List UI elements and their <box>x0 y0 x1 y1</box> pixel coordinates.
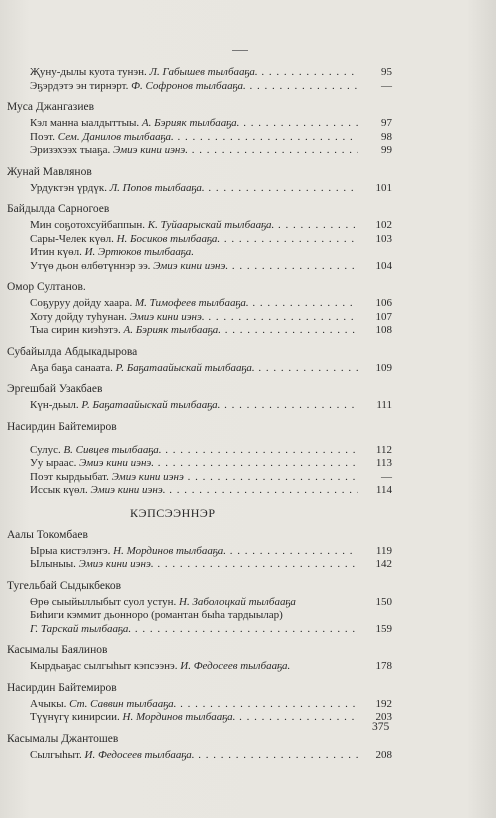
entry-page: 208 <box>375 748 392 761</box>
entry-translator: К. Туйаарыскай тылбааҕа. <box>147 219 275 231</box>
entry-title: Мин соҕотохсуйбаппын. <box>30 219 146 231</box>
toc-entry <box>30 558 392 572</box>
author-name: Насирдин Байтемиров <box>7 681 117 694</box>
entry-page: 104 <box>375 259 392 272</box>
entry-page: 102 <box>375 219 392 231</box>
entry-page: 97 <box>381 117 392 129</box>
toc-entry <box>30 311 392 325</box>
entry-page: 159 <box>375 622 392 635</box>
entry-title: Уу ыраас. <box>30 457 77 469</box>
entry-translator: А. Бэрияк тылбааҕа. <box>123 324 222 336</box>
author-name: Муса Джангазиев <box>7 101 95 113</box>
toc-entry <box>30 362 392 376</box>
entry-title: Урдуктэн үрдүк. <box>30 181 107 194</box>
toc-entry <box>30 144 392 158</box>
toc-entry <box>30 698 392 712</box>
toc-entry <box>30 80 392 94</box>
entry-translator: Эмиэ кини иэнэ. <box>79 457 155 469</box>
entry-page: 150 <box>375 595 392 608</box>
entry-translator: Л. Габышев тылбааҕа. <box>149 66 258 78</box>
toc-entry <box>30 609 392 623</box>
entry-translator: И. Федосеев тылбааҕа. <box>84 748 195 761</box>
entry-page: 95 <box>381 66 392 78</box>
entry-title: Түүнүгү кинирсии. <box>30 711 120 723</box>
entry-title: Сары-Челек күөл. <box>30 232 114 245</box>
entry-translator: И. Федосеев тылбааҕа. <box>180 660 291 672</box>
entry-translator: Л. Попов тылбааҕа. <box>109 181 205 194</box>
author-name: Касымалы Баялинов <box>7 644 108 656</box>
entry-title: Җуну-дылы куота тунэн. <box>30 66 147 78</box>
entry-page: 101 <box>375 181 392 194</box>
entry-translator: Р. Баҕатаайыскай тылбааҕа. <box>115 361 255 374</box>
entry-translator: Р. Баҕатаайыскай тылбааҕа. <box>81 399 221 411</box>
toc-entry <box>30 66 392 80</box>
toc-entry <box>30 399 392 413</box>
entry-page: 112 <box>375 443 392 456</box>
entry-page: 107 <box>375 310 392 323</box>
top-dash <box>232 50 248 51</box>
entry-translator: Эмиэ кини иэнэ. <box>78 558 154 570</box>
entry-title: Ылыныы. <box>30 558 76 570</box>
entry-title: Биһиги кэммит дьонноро (романтан быһа тардыылар) <box>30 609 283 621</box>
toc-entry <box>30 545 392 559</box>
entry-title: Поэт. <box>30 130 56 143</box>
toc-entry <box>30 749 392 763</box>
toc-entry <box>30 711 392 725</box>
entry-page: 192 <box>375 697 392 710</box>
entry-page: 106 <box>375 297 392 309</box>
entry-page: 203 <box>375 711 392 723</box>
toc-entry <box>30 444 392 458</box>
toc-entry <box>30 457 392 471</box>
toc-entry <box>30 260 392 274</box>
entry-page: — <box>381 79 392 92</box>
entry-title: Соҕуруу дойду хаара. <box>30 297 133 309</box>
author-name: Жунай Мавлянов <box>7 165 92 178</box>
page-number: 375 <box>372 721 390 733</box>
entry-translator: И. Эртюков тылбааҕа. <box>84 246 195 258</box>
entry-title: Эризэхээх тыаҕа. <box>30 144 111 156</box>
entry-translator: А. Бэрияк тылбааҕа. <box>141 117 240 129</box>
entry-page: 142 <box>375 558 392 570</box>
entry-page: 113 <box>375 457 392 469</box>
toc-entry <box>30 233 392 247</box>
entry-title: Хоту дойду туһунан. <box>30 310 127 323</box>
toc-entry <box>30 117 392 131</box>
toc-entry <box>30 246 392 260</box>
entry-page: 178 <box>375 660 392 672</box>
author-name: Субайылда Абдыкадырова <box>7 345 138 358</box>
entry-translator: Н. Заболоцкай тылбааҕа <box>179 595 296 608</box>
entry-translator: Сем. Данилов тылбааҕа. <box>57 130 174 143</box>
entry-page: 98 <box>381 130 392 143</box>
entry-page: 109 <box>375 361 392 374</box>
entry-title: Иссык күөл. <box>30 484 88 496</box>
author-name: Омор Султанов. <box>7 281 86 293</box>
entry-translator: М. Тимофеев тылбааҕа. <box>134 297 249 309</box>
toc-entry <box>30 623 392 637</box>
entry-title: Аҕа баҕа санаата. <box>30 361 113 374</box>
entry-page: — <box>381 470 392 483</box>
author-name: Эргешбай Узакбаев <box>7 383 103 395</box>
entry-page: 119 <box>375 544 392 557</box>
entry-translator: Эмиэ кини иэнэ. <box>129 310 205 323</box>
entry-page: 99 <box>381 144 392 156</box>
entry-title: Өрө сыыйыллыбыт суол устун. <box>30 595 177 608</box>
author-name: Касымалы Джантошев <box>7 732 119 745</box>
entry-translator: Ф. Софронов тылбааҕа. <box>131 79 246 92</box>
toc-entry <box>30 660 392 674</box>
entry-title: Кырдьаҕас сылгыһыт кэпсээнэ. <box>30 660 178 672</box>
toc-entry <box>30 219 392 233</box>
entry-title: Эҕэрдэтэ эн тирнэрт. <box>30 79 129 92</box>
entry-title: Сулус. <box>30 443 61 456</box>
entry-translator: Эмиэ кини иэнэ. <box>90 484 166 496</box>
toc-entry <box>30 324 392 338</box>
entry-title: Кэл манна ыалдыттыы. <box>30 117 140 129</box>
entry-translator: Н. Мординов тылбааҕа. <box>113 544 226 557</box>
entry-title: Ачыкы. <box>30 697 67 710</box>
toc-entry <box>30 182 392 196</box>
entry-page: 111 <box>376 399 392 411</box>
entry-title: Тыа сирин киэһэтэ. <box>30 324 121 336</box>
entry-title: Сылгыһыт. <box>30 748 82 761</box>
section-title: КЭПСЭЭННЭР <box>130 505 216 520</box>
author-name: Байдылда Сарногоев <box>7 203 110 215</box>
author-name: Насирдин Байтемиров <box>7 420 117 433</box>
toc-entry <box>30 484 392 498</box>
entry-title: Поэт кырдьыбат. <box>30 470 109 483</box>
entry-page: 103 <box>375 232 392 245</box>
entry-translator: Эмиэ кини иэнэ. <box>153 259 229 272</box>
entry-translator: Г. Тарскай тылбааҕа. <box>30 622 132 635</box>
entry-title: Күн-дьыл. <box>30 399 79 411</box>
entry-title: Итин күөл. <box>30 246 82 258</box>
entry-title: Ырыа кистэлэҥэ. <box>30 544 111 557</box>
toc-entry <box>30 297 392 311</box>
toc-entry <box>30 131 392 145</box>
entry-translator: Н. Мординов тылбааҕа. <box>122 711 236 723</box>
toc-entry <box>30 471 392 485</box>
entry-translator: Эмиэ кини иэнэ <box>111 470 184 483</box>
toc-entry <box>30 596 392 610</box>
entry-translator: Ст. Саввин тылбааҕа. <box>69 697 177 710</box>
entry-translator: В. Сивцев тылбааҕа. <box>63 443 162 456</box>
entry-translator: Эмиэ кини иэнэ. <box>113 144 188 156</box>
entry-translator: Н. Босиков тылбааҕа. <box>116 232 221 245</box>
author-name: Аалы Токомбаев <box>7 528 88 541</box>
table-of-contents <box>0 66 496 762</box>
entry-title: Утүө дьон өлбөтүннэр ээ. <box>30 259 151 272</box>
author-name: Тугельбай Сыдыкбеков <box>7 579 122 592</box>
entry-page: 108 <box>375 324 392 336</box>
entry-page: 114 <box>375 484 392 496</box>
